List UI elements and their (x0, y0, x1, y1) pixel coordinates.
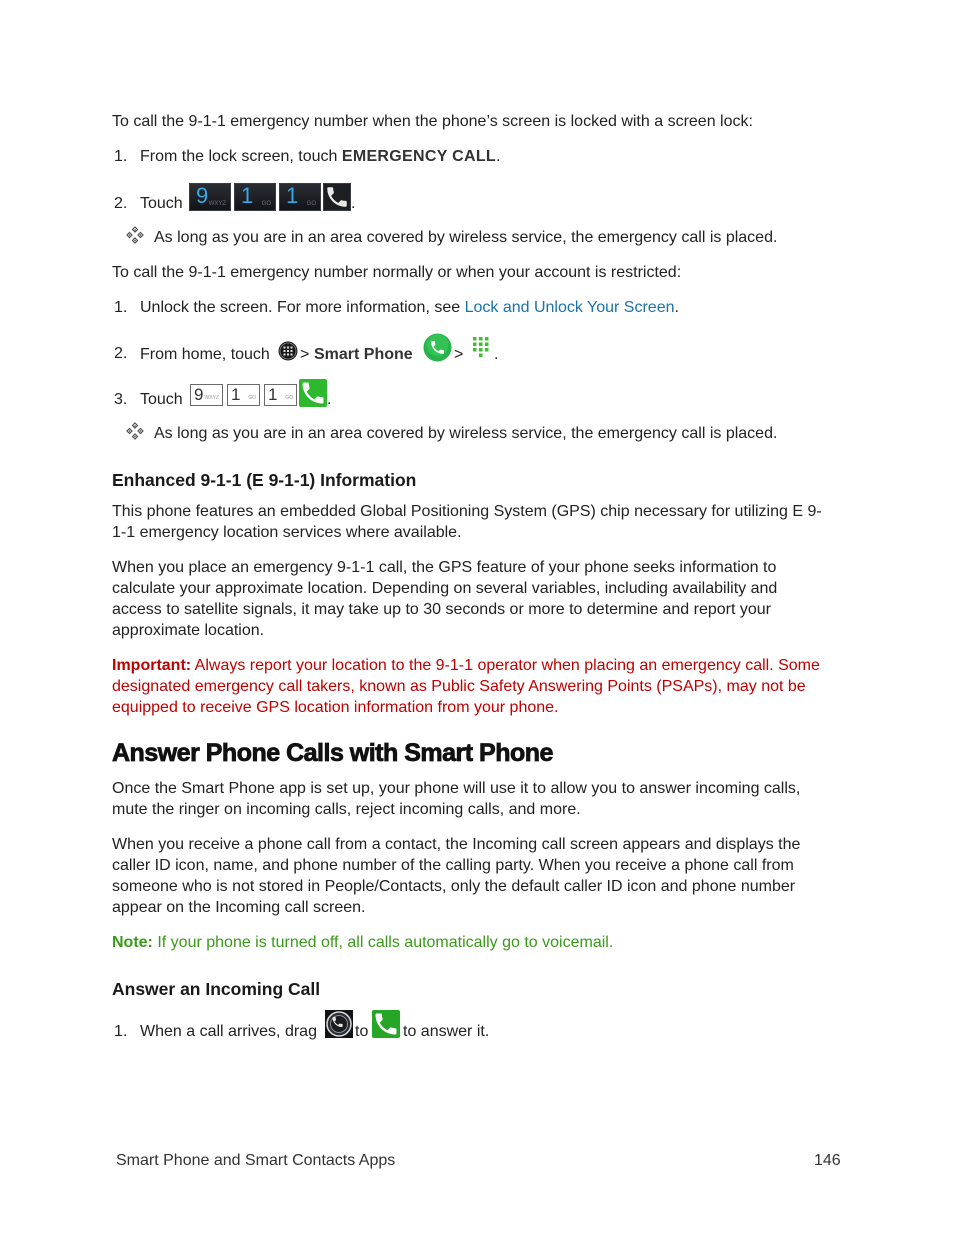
dial-key-9[interactable] (189, 183, 231, 211)
step-text: . (674, 299, 679, 316)
intro-paragraph-2: To call the 9-1-1 emergency number normally or when your account is restricted: (112, 264, 682, 281)
important-label: Important: (112, 657, 192, 674)
diamond-bullet-icon (126, 422, 144, 440)
e911-paragraph-1-line-2: 1-1 emergency location services where available. (112, 524, 462, 541)
step-number: 2. (114, 195, 128, 212)
dial-key-1[interactable] (234, 183, 276, 211)
step-text: . (327, 391, 332, 408)
footer-section-title: Smart Phone and Smart Contacts Apps (116, 1152, 396, 1169)
key-letters: GO (285, 395, 293, 401)
separator: > (454, 346, 464, 363)
step-text: to answer it. (403, 1023, 490, 1040)
phone-icon (324, 184, 350, 210)
step-text: to (355, 1023, 369, 1040)
e911-heading: Enhanced 9-1-1 (E 9-1-1) Information (112, 470, 417, 490)
key-letters: WXYZ (204, 395, 219, 401)
step-number: 1. (114, 148, 128, 165)
dial-key-1[interactable] (227, 384, 260, 406)
call-button[interactable] (323, 183, 351, 211)
key-digit: 1 (286, 183, 299, 208)
lock-unlock-screen-link[interactable]: Lock and Unlock Your Screen (464, 299, 675, 316)
step-text: From home, touch (140, 346, 270, 363)
call-button[interactable] (299, 379, 327, 407)
smart-phone-icon[interactable] (423, 333, 452, 362)
step-text: Touch (140, 195, 183, 212)
step-text: . (494, 346, 499, 363)
key-digit: 1 (241, 183, 254, 208)
phone-icon (299, 379, 327, 407)
key-letters: GO (261, 201, 271, 207)
locked-step-1 (140, 146, 500, 167)
phone-icon (372, 1010, 400, 1038)
normal-step-1 (140, 297, 679, 318)
apps-launcher-icon[interactable] (278, 341, 298, 361)
step-number: 2. (114, 345, 128, 362)
incoming-call-handle-icon[interactable] (325, 1010, 353, 1038)
note-notice (112, 932, 613, 953)
smart-phone-label: Smart Phone (314, 346, 413, 363)
important-text: Always report your location to the 9-1-1 operator when placing an emergency call. Some designated emergency call takers, known as Public Safety Answering Points (PSAPs), may not be equipped to receive GPS location information from your phone. (112, 657, 820, 716)
step-number: 1. (114, 1023, 128, 1040)
note-label: Note: (112, 934, 153, 951)
key-letters: WXYZ (208, 201, 226, 207)
dial-key-1[interactable] (264, 384, 297, 406)
incoming-call-heading: Answer an Incoming Call (112, 979, 321, 999)
intro-paragraph: To call the 9-1-1 emergency number when the phone’s screen is locked with a screen lock: (112, 113, 753, 130)
important-notice (112, 655, 842, 718)
key-letters: GO (306, 201, 316, 207)
note-text: If your phone is turned off, all calls automatically go to voicemail. (152, 934, 614, 951)
answer-target[interactable] (372, 1010, 400, 1038)
step-text: Touch (140, 391, 183, 408)
key-digit: 1 (231, 385, 241, 404)
step-number: 3. (114, 391, 128, 408)
key-letters: GO (248, 395, 256, 401)
emergency-call-label: EMERGENCY CALL (341, 148, 496, 165)
step-text: From the lock screen, touch (140, 148, 342, 165)
step-text: When a call arrives, drag (140, 1023, 317, 1040)
answer-paragraph-2: When you receive a phone call from a contact, the Incoming call screen appears and displays the caller ID icon, name, and phone number of the calling party. When you receive a phone call from someone who is not stored in People/Contacts, only the default caller ID icon and phone number appear on the Incoming call screen. (112, 836, 801, 916)
diamond-bullet-icon (126, 226, 144, 244)
dialpad-icon[interactable] (471, 336, 491, 358)
note-text: As long as you are in an area covered by wireless service, the emergency call is placed. (154, 229, 778, 246)
section-heading: Answer Phone Calls with Smart Phone (112, 739, 553, 767)
e911-paragraph-2: When you place an emergency 9-1-1 call, the GPS feature of your phone seeks information to calculate your approximate location. Depending on several variables, including availability and access to satellite signals, it may take up to 30 seconds or more to determine and report your approximate location. (112, 559, 778, 639)
step-number: 1. (114, 299, 128, 316)
key-digit: 1 (268, 385, 278, 404)
dial-key-9[interactable] (190, 384, 223, 406)
key-digit: 9 (196, 183, 209, 208)
page-number: 146 (814, 1152, 841, 1169)
step-text: . (496, 148, 501, 165)
note-text: As long as you are in an area covered by wireless service, the emergency call is placed. (154, 425, 778, 442)
step-text: Unlock the screen. For more information, see (140, 299, 465, 316)
answer-paragraph-1: Once the Smart Phone app is set up, your phone will use it to allow you to answer incoming calls, mute the ringer on incoming calls, reject incoming calls, and more. (112, 780, 801, 818)
e911-paragraph-1-line-1: This phone features an embedded Global Positioning System (GPS) chip necessary for utilizing E 9- (112, 503, 822, 520)
dial-key-1[interactable] (279, 183, 321, 211)
key-digit: 9 (194, 385, 204, 404)
separator: > (300, 346, 310, 363)
step-text: . (351, 195, 356, 212)
